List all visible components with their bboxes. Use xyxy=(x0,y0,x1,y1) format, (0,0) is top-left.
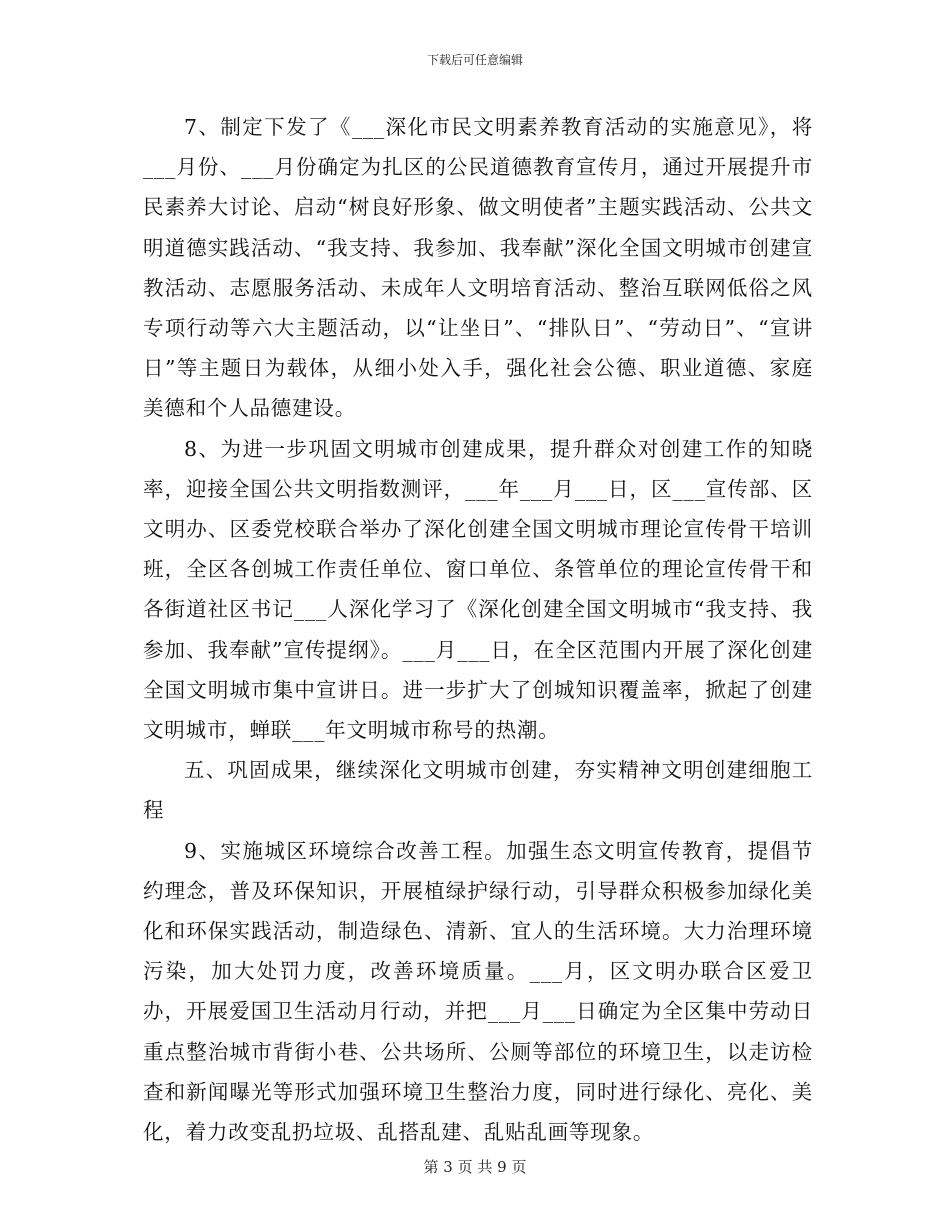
page-header-note: 下载后可任意编辑 xyxy=(426,53,523,67)
page-number-footer: 第 3 页 共 9 页 xyxy=(423,1158,527,1176)
section-heading-5: 五、巩固成果，继续深化文明城市创建，夯实精神文明创建细胞工程 xyxy=(143,758,813,823)
paragraph-item-7: 7、制定下发了《___深化市民文明素养教育活动的实施意见》，将___月份、___月份确定为扎区的公民道德教育宣传月，通过开展提升市民素养大讨论、启动“树良好形象、做文明使者”主题实践活动、公共文明道德实践活动、“我支持、我参加、我奉献”深化全国文明城市创建宣教活动、志愿服务活动、未成年人文明培育活动、整治互联网低俗之风专项行动等六大主题活动，以“让坐日”、“排队日”、“劳动日”、“宣讲日”等主题日为载体，从细小处入手，强化社会公德、职业道德、家庭美德和个人品德建设。 xyxy=(143,115,813,421)
document-body xyxy=(143,107,813,1152)
paragraph-item-8: 8、为进一步巩固文明城市创建成果，提升群众对创建工作的知晓率，迎接全国公共文明指数测评，___年___月___日，区___宣传部、区文明办、区委党校联合举办了深化创建全国文明城市理论宣传骨干培训班，全区各创城工作责任单位、窗口单位、条管单位的理论宣传骨干和各街道社区书记___人深化学习了《深化创建全国文明城市“我支持、我参加、我奉献”宣传提纲》。___月___日，在全区范围内开展了深化创建全国文明城市集中宣讲日。进一步扩大了创城知识覆盖率，掀起了创建文明城市，蝉联___年文明城市称号的热潮。 xyxy=(143,436,813,743)
paragraph-item-9: 9、实施城区环境综合改善工程。加强生态文明宣传教育，提倡节约理念，普及环保知识，开展植绿护绿行动，引导群众积极参加绿化美化和环保实践活动，制造绿色、清新、宜人的生活环境。大力治理环境污染，加大处罚力度，改善环境质量。___月，区文明办联合区爱卫办，开展爱国卫生活动月行动，并把___月___日确定为全区集中劳动日重点整治城市背街小巷、公共场所、公厕等部位的环境卫生，以走访检查和新闻曝光等形式加强环境卫生整治力度，同时进行绿化、亮化、美化，着力改变乱扔垃圾、乱搭乱建、乱贴乱画等现象。 xyxy=(143,838,813,1145)
